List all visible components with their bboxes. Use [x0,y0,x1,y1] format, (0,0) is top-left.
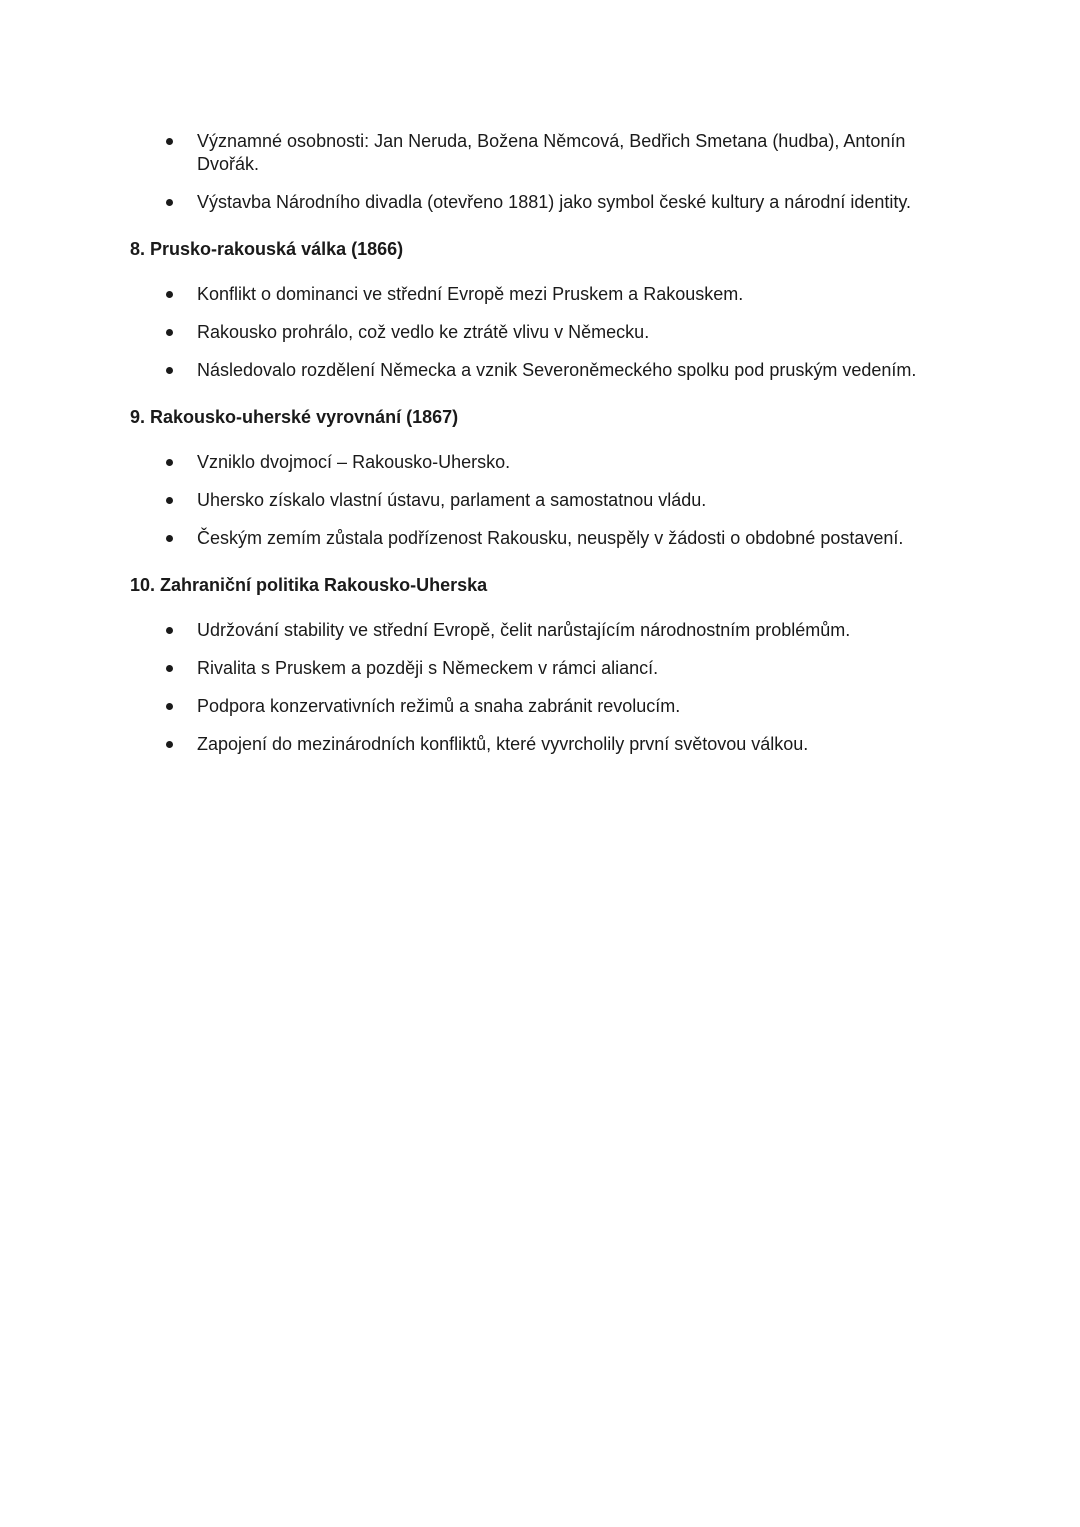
bullet-text: Následovalo rozdělení Německa a vznik Severoněmeckého spolku pod pruským vedením. [197,360,917,380]
list-item [166,619,948,642]
bullet-text: Udržování stability ve střední Evropě, čelit narůstajícím národnostním problémům. [197,620,851,640]
bullet-icon [166,497,173,504]
bullet-text: Konflikt o dominanci ve střední Evropě mezi Pruskem a Rakouskem. [197,284,744,304]
bullet-text: Vzniklo dvojmocí – Rakousko-Uhersko. [197,452,511,472]
bullet-icon [166,741,173,748]
list-item [166,191,948,214]
list-item [166,283,948,306]
section-heading: 8. Prusko-rakouská válka (1866) [130,239,404,259]
bullet-text: Rakousko prohrálo, což vedlo ke ztrátě vlivu v Německu. [197,322,650,342]
list-item [166,489,948,512]
bullet-list [130,130,948,214]
bullet-icon [166,291,173,298]
section-rakousko-uherske-vyrovnani [130,406,948,550]
bullet-icon [166,138,173,145]
bullet-text: Významné osobnosti: Jan Neruda, Božena Němcová, Bedřich Smetana (hudba), Antonín Dvořák. [197,131,906,174]
list-item [166,130,948,176]
bullet-list [130,451,948,550]
bullet-icon [166,199,173,206]
bullet-text: Výstavba Národního divadla (otevřeno 1881) jako symbol české kultury a národní identity. [197,192,912,212]
list-item [166,359,948,382]
bullet-icon [166,665,173,672]
section-zahranicni-politika [130,574,948,756]
bullet-text: Českým zemím zůstala podřízenost Rakousku, neuspěly v žádosti o obdobné postavení. [197,528,904,548]
bullet-text: Uhersko získalo vlastní ústavu, parlament a samostatnou vládu. [197,490,707,510]
list-item [166,657,948,680]
bullet-text: Rivalita s Pruskem a později s Německem v rámci aliancí. [197,658,659,678]
bullet-list [130,619,948,756]
list-item [166,733,948,756]
bullet-icon [166,627,173,634]
section-heading: 10. Zahraniční politika Rakousko-Uherska [130,575,488,595]
section-heading: 9. Rakousko-uherské vyrovnání (1867) [130,407,459,427]
bullet-icon [166,329,173,336]
section-intro [130,130,948,214]
bullet-icon [166,703,173,710]
bullet-icon [166,459,173,466]
section-prusko-rakouska-valka [130,238,948,382]
list-item [166,321,948,344]
bullet-text: Zapojení do mezinárodních konfliktů, které vyvrcholily první světovou válkou. [197,734,809,754]
bullet-icon [166,367,173,374]
bullet-text: Podpora konzervativních režimů a snaha zabránit revolucím. [197,696,681,716]
bullet-list [130,283,948,382]
list-item [166,527,948,550]
list-item [166,451,948,474]
bullet-icon [166,535,173,542]
list-item [166,695,948,718]
